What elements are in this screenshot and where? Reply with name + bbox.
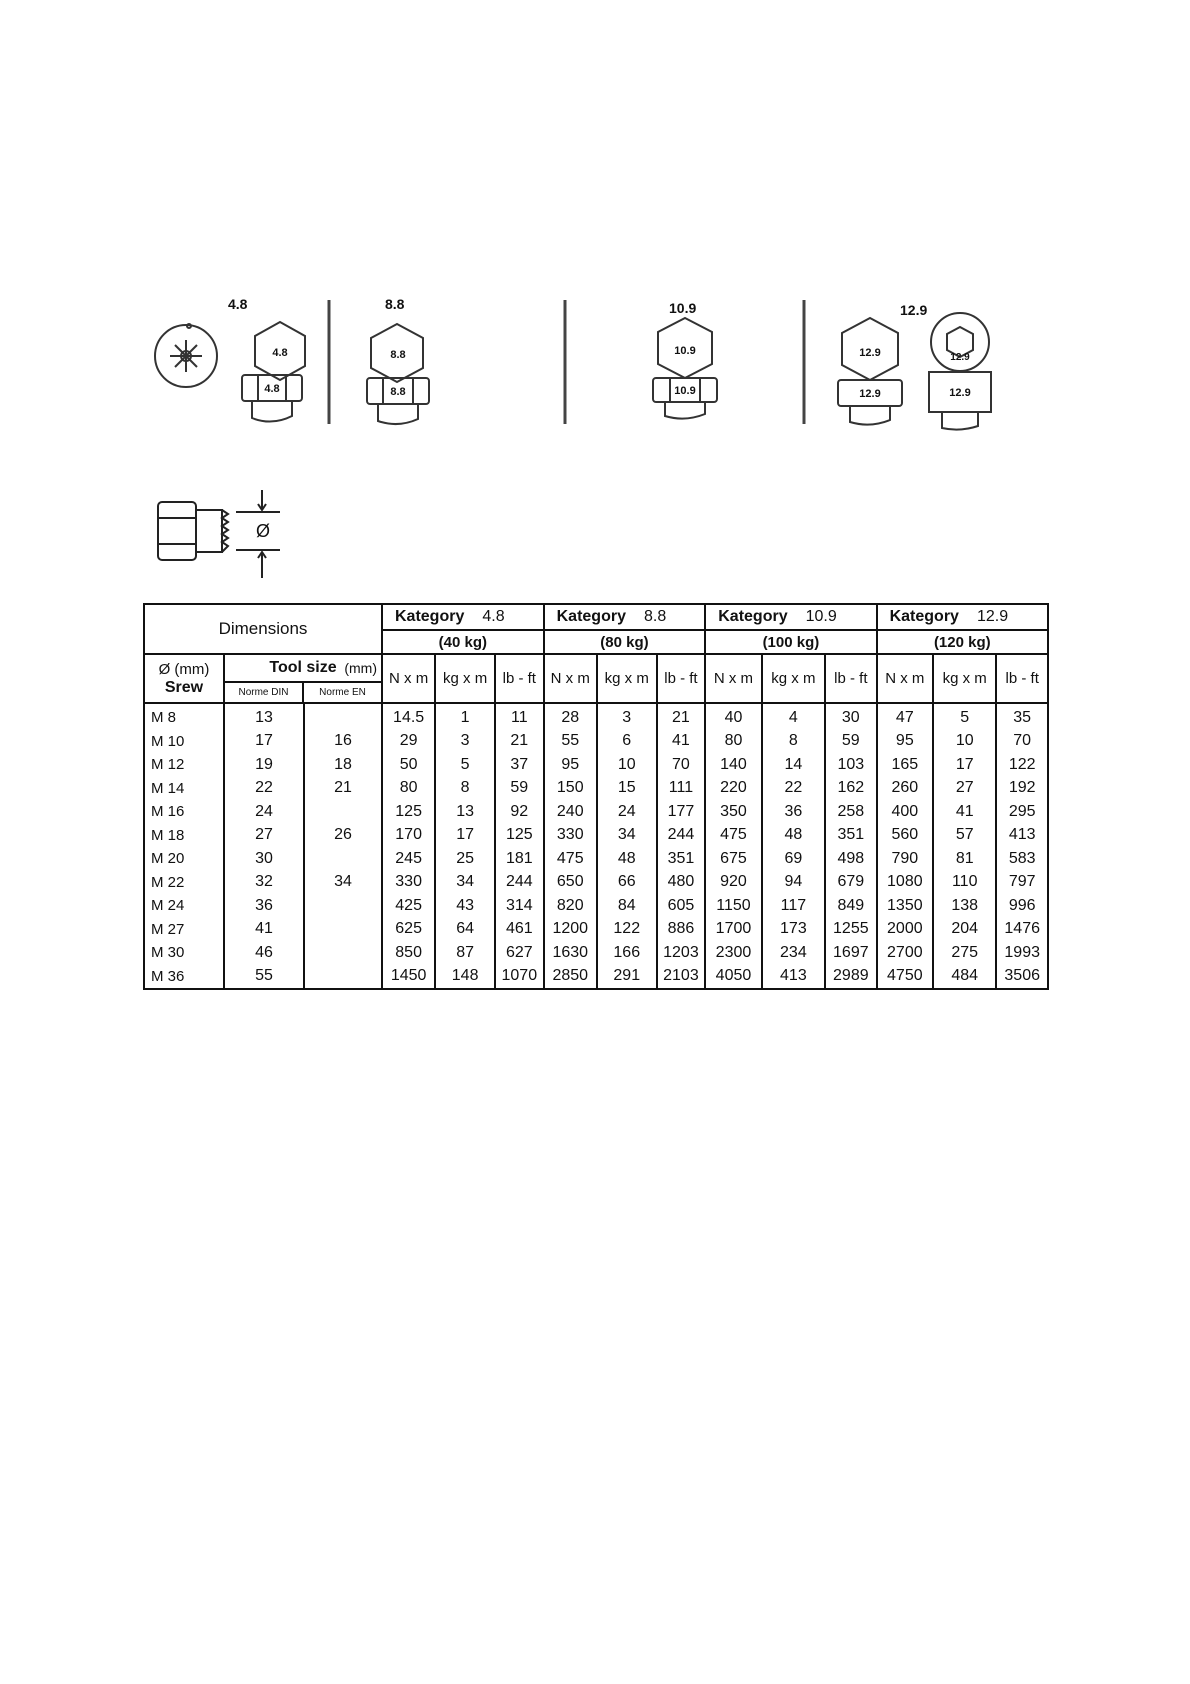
torque-value-cell: 47 <box>877 703 933 730</box>
torque-value-cell: 461 <box>495 918 544 942</box>
torque-value-cell: 484 <box>933 965 996 990</box>
torque-value-cell: 81 <box>933 847 996 871</box>
hex-bolt-side-12-9-icon <box>838 380 902 425</box>
torque-value-cell: 111 <box>657 777 706 801</box>
torque-value-cell: 351 <box>657 847 706 871</box>
socket-side-mark-12-9: 12.9 <box>949 387 971 399</box>
table-row <box>144 871 1048 895</box>
grade-label-10-9: 10.9 <box>669 300 697 316</box>
torque-value-cell: 475 <box>705 824 761 848</box>
screw-size-cell: M 22 <box>144 871 224 895</box>
torque-value-cell: 3506 <box>996 965 1048 990</box>
torque-value-cell: 996 <box>996 894 1048 918</box>
torque-value-cell: 679 <box>825 871 877 895</box>
grade-label-8-8: 8.8 <box>385 296 405 312</box>
torque-value-cell: 59 <box>495 777 544 801</box>
torque-value-cell: 50 <box>382 753 435 777</box>
torque-value-cell: 4750 <box>877 965 933 990</box>
screw-size-cell: M 12 <box>144 753 224 777</box>
table-row <box>144 894 1048 918</box>
torque-value-cell: 177 <box>657 800 706 824</box>
grade-label-12-9: 12.9 <box>900 302 928 318</box>
unit-header-row <box>144 654 1048 703</box>
torque-value-cell: 4 <box>762 703 825 730</box>
torque-value-cell: 220 <box>705 777 761 801</box>
torque-value-cell: 1255 <box>825 918 877 942</box>
head-mark-8-8: 8.8 <box>390 349 406 361</box>
hex-bolt-side-4-8-icon <box>242 375 302 422</box>
pozidriv-screw-head-icon <box>155 324 217 387</box>
screw-diameter-header <box>144 654 224 703</box>
torque-value-cell: 351 <box>825 824 877 848</box>
torque-value-cell: 2700 <box>877 941 933 965</box>
torque-value-cell: 330 <box>544 824 597 848</box>
category-header-10-9: Kategory 10.9 <box>705 604 876 630</box>
torque-value-cell: 17 <box>933 753 996 777</box>
norme-en-cell: 21 <box>304 777 382 801</box>
torque-value-cell: 14.5 <box>382 703 435 730</box>
torque-value-cell: 291 <box>597 965 657 990</box>
torque-value-cell: 150 <box>544 777 597 801</box>
torque-value-cell: 27 <box>933 777 996 801</box>
torque-value-cell: 15 <box>597 777 657 801</box>
torque-value-cell: 48 <box>597 847 657 871</box>
torque-value-cell: 5 <box>435 753 495 777</box>
table-row <box>144 847 1048 871</box>
side-mark-4-8: 4.8 <box>264 383 280 395</box>
torque-value-cell: 820 <box>544 894 597 918</box>
torque-value-cell: 350 <box>705 800 761 824</box>
torque-value-cell: 8 <box>435 777 495 801</box>
torque-value-cell: 498 <box>825 847 877 871</box>
torque-value-cell: 122 <box>597 918 657 942</box>
norme-din-cell: 46 <box>224 941 304 965</box>
unit-header: kg x m <box>933 654 996 703</box>
torque-value-cell: 21 <box>657 703 706 730</box>
torque-value-cell: 37 <box>495 753 544 777</box>
torque-value-cell: 10 <box>597 753 657 777</box>
torque-table-body <box>144 703 1048 989</box>
torque-value-cell: 2300 <box>705 941 761 965</box>
norme-din-cell: 55 <box>224 965 304 990</box>
norme-en-cell: 26 <box>304 824 382 848</box>
torque-value-cell: 41 <box>933 800 996 824</box>
norme-din-cell: 27 <box>224 824 304 848</box>
torque-value-cell: 170 <box>382 824 435 848</box>
torque-value-cell: 84 <box>597 894 657 918</box>
torque-value-cell: 17 <box>435 824 495 848</box>
torque-value-cell: 2103 <box>657 965 706 990</box>
torque-value-cell: 70 <box>657 753 706 777</box>
unit-header: N x m <box>877 654 933 703</box>
norme-din-cell: 41 <box>224 918 304 942</box>
norme-en-cell <box>304 847 382 871</box>
torque-value-cell: 162 <box>825 777 877 801</box>
torque-value-cell: 3 <box>597 703 657 730</box>
torque-value-cell: 13 <box>435 800 495 824</box>
torque-value-cell: 21 <box>495 730 544 754</box>
screw-size-cell: M 10 <box>144 730 224 754</box>
torque-value-cell: 560 <box>877 824 933 848</box>
torque-value-cell: 1203 <box>657 941 706 965</box>
torque-value-cell: 92 <box>495 800 544 824</box>
torque-value-cell: 125 <box>495 824 544 848</box>
socket-mark-12-9: 12.9 <box>950 352 970 363</box>
torque-value-cell: 36 <box>762 800 825 824</box>
torque-value-cell: 295 <box>996 800 1048 824</box>
side-mark-12-9: 12.9 <box>859 388 881 400</box>
torque-value-cell: 43 <box>435 894 495 918</box>
srew-label: Srew <box>164 678 204 696</box>
torque-value-cell: 260 <box>877 777 933 801</box>
head-mark-12-9: 12.9 <box>859 347 881 359</box>
category-header-4-8: Kategory 4.8 <box>382 604 544 630</box>
norme-en-header: Norme EN <box>319 687 366 698</box>
table-row <box>144 918 1048 942</box>
torque-value-cell: 1150 <box>705 894 761 918</box>
torque-value-cell: 122 <box>996 753 1048 777</box>
category-weight-8-8: (80 kg) <box>544 630 706 654</box>
norme-din-cell: 19 <box>224 753 304 777</box>
torque-value-cell: 14 <box>762 753 825 777</box>
screw-size-cell: M 14 <box>144 777 224 801</box>
torque-value-cell: 244 <box>495 871 544 895</box>
unit-header: kg x m <box>435 654 495 703</box>
table-row <box>144 730 1048 754</box>
torque-value-cell: 48 <box>762 824 825 848</box>
torque-value-cell: 1476 <box>996 918 1048 942</box>
torque-value-cell: 25 <box>435 847 495 871</box>
screw-size-cell: M 20 <box>144 847 224 871</box>
torque-value-cell: 30 <box>825 703 877 730</box>
screw-size-cell: M 36 <box>144 965 224 990</box>
torque-value-cell: 627 <box>495 941 544 965</box>
screw-size-cell: M 8 <box>144 703 224 730</box>
torque-value-cell: 245 <box>382 847 435 871</box>
torque-value-cell: 1200 <box>544 918 597 942</box>
category-header-12-9: Kategory 12.9 <box>877 604 1048 630</box>
norme-en-cell <box>304 703 382 730</box>
torque-value-cell: 138 <box>933 894 996 918</box>
category-header-8-8: Kategory 8.8 <box>544 604 706 630</box>
torque-value-cell: 28 <box>544 703 597 730</box>
torque-value-cell: 400 <box>877 800 933 824</box>
norme-din-cell: 36 <box>224 894 304 918</box>
unit-header: lb - ft <box>825 654 877 703</box>
torque-value-cell: 204 <box>933 918 996 942</box>
torque-table <box>143 603 1049 990</box>
torque-value-cell: 4050 <box>705 965 761 990</box>
torque-value-cell: 1630 <box>544 941 597 965</box>
torque-value-cell: 110 <box>933 871 996 895</box>
torque-value-cell: 80 <box>382 777 435 801</box>
torque-value-cell: 920 <box>705 871 761 895</box>
screw-size-cell: M 18 <box>144 824 224 848</box>
torque-value-cell: 140 <box>705 753 761 777</box>
norme-din-header: Norme DIN <box>225 683 304 702</box>
torque-value-cell: 330 <box>382 871 435 895</box>
table-row <box>144 941 1048 965</box>
torque-value-cell: 480 <box>657 871 706 895</box>
torque-value-cell: 64 <box>435 918 495 942</box>
bolt-diameter-diagram <box>150 490 290 585</box>
torque-value-cell: 625 <box>382 918 435 942</box>
torque-value-cell: 605 <box>657 894 706 918</box>
head-mark-10-9: 10.9 <box>674 345 696 357</box>
torque-value-cell: 1993 <box>996 941 1048 965</box>
torque-value-cell: 117 <box>762 894 825 918</box>
table-row <box>144 753 1048 777</box>
unit-header: kg x m <box>597 654 657 703</box>
torque-value-cell: 244 <box>657 824 706 848</box>
torque-value-cell: 166 <box>597 941 657 965</box>
torque-value-cell: 22 <box>762 777 825 801</box>
torque-value-cell: 173 <box>762 918 825 942</box>
screw-size-cell: M 24 <box>144 894 224 918</box>
torque-value-cell: 583 <box>996 847 1048 871</box>
torque-value-cell: 95 <box>877 730 933 754</box>
torque-value-cell: 11 <box>495 703 544 730</box>
torque-value-cell: 850 <box>382 941 435 965</box>
head-mark-4-8: 4.8 <box>272 347 288 359</box>
norme-en-cell <box>304 941 382 965</box>
torque-value-cell: 34 <box>435 871 495 895</box>
unit-header: N x m <box>382 654 435 703</box>
torque-value-cell: 675 <box>705 847 761 871</box>
torque-value-cell: 240 <box>544 800 597 824</box>
unit-header: N x m <box>544 654 597 703</box>
torque-value-cell: 790 <box>877 847 933 871</box>
norme-din-cell: 13 <box>224 703 304 730</box>
norme-din-cell: 17 <box>224 730 304 754</box>
torque-value-cell: 6 <box>597 730 657 754</box>
torque-value-cell: 125 <box>382 800 435 824</box>
torque-value-cell: 5 <box>933 703 996 730</box>
table-row <box>144 965 1048 990</box>
torque-value-cell: 3 <box>435 730 495 754</box>
torque-value-cell: 425 <box>382 894 435 918</box>
torque-value-cell: 55 <box>544 730 597 754</box>
torque-value-cell: 66 <box>597 871 657 895</box>
unit-header: lb - ft <box>657 654 706 703</box>
norme-en-cell <box>304 965 382 990</box>
torque-value-cell: 1700 <box>705 918 761 942</box>
torque-value-cell: 59 <box>825 730 877 754</box>
table-row <box>144 703 1048 730</box>
torque-value-cell: 41 <box>657 730 706 754</box>
norme-din-cell: 32 <box>224 871 304 895</box>
table-row <box>144 800 1048 824</box>
norme-en-cell <box>304 800 382 824</box>
screw-size-cell: M 16 <box>144 800 224 824</box>
category-weight-4-8: (40 kg) <box>382 630 544 654</box>
torque-value-cell: 40 <box>705 703 761 730</box>
norme-en-cell: 16 <box>304 730 382 754</box>
torque-value-cell: 234 <box>762 941 825 965</box>
torque-value-cell: 95 <box>544 753 597 777</box>
torque-value-cell: 94 <box>762 871 825 895</box>
diameter-label: Ø (mm) <box>158 660 210 678</box>
side-mark-8-8: 8.8 <box>390 386 406 398</box>
torque-value-cell: 103 <box>825 753 877 777</box>
torque-value-cell: 87 <box>435 941 495 965</box>
side-mark-10-9: 10.9 <box>674 385 696 397</box>
torque-value-cell: 80 <box>705 730 761 754</box>
hex-bolt-side-8-8-icon <box>367 378 429 424</box>
torque-value-cell: 34 <box>597 824 657 848</box>
torque-value-cell: 57 <box>933 824 996 848</box>
torque-value-cell: 35 <box>996 703 1048 730</box>
norme-din-cell: 22 <box>224 777 304 801</box>
norme-din-cell: 30 <box>224 847 304 871</box>
tool-size-unit: (mm) <box>344 660 377 676</box>
norme-en-cell: 34 <box>304 871 382 895</box>
bolt-grade-illustrations <box>140 296 1060 460</box>
grade-label-4-8: 4.8 <box>228 296 248 312</box>
torque-value-cell: 314 <box>495 894 544 918</box>
torque-value-cell: 1697 <box>825 941 877 965</box>
torque-value-cell: 165 <box>877 753 933 777</box>
unit-header: lb - ft <box>495 654 544 703</box>
unit-header: N x m <box>705 654 761 703</box>
bolt-diameter-icon <box>150 490 290 580</box>
norme-en-cell <box>304 894 382 918</box>
torque-value-cell: 29 <box>382 730 435 754</box>
torque-value-cell: 2000 <box>877 918 933 942</box>
torque-value-cell: 24 <box>597 800 657 824</box>
tool-size-label: Tool size <box>269 659 337 676</box>
norme-en-cell: 18 <box>304 753 382 777</box>
torque-value-cell: 2850 <box>544 965 597 990</box>
diameter-symbol: Ø <box>255 521 271 541</box>
torque-value-cell: 148 <box>435 965 495 990</box>
table-row <box>144 824 1048 848</box>
socket-cap-screw-side-12-9-icon <box>929 372 991 430</box>
torque-value-cell: 1450 <box>382 965 435 990</box>
norme-en-cell <box>304 918 382 942</box>
unit-header: kg x m <box>762 654 825 703</box>
torque-value-cell: 886 <box>657 918 706 942</box>
torque-value-cell: 192 <box>996 777 1048 801</box>
torque-value-cell: 181 <box>495 847 544 871</box>
torque-value-cell: 2989 <box>825 965 877 990</box>
bolt-drawings <box>140 300 1060 460</box>
torque-value-cell: 1080 <box>877 871 933 895</box>
torque-value-cell: 413 <box>996 824 1048 848</box>
torque-value-cell: 10 <box>933 730 996 754</box>
torque-value-cell: 797 <box>996 871 1048 895</box>
torque-value-cell: 1 <box>435 703 495 730</box>
unit-header: lb - ft <box>996 654 1048 703</box>
torque-value-cell: 69 <box>762 847 825 871</box>
torque-value-cell: 413 <box>762 965 825 990</box>
torque-value-cell: 475 <box>544 847 597 871</box>
torque-value-cell: 70 <box>996 730 1048 754</box>
torque-value-cell: 258 <box>825 800 877 824</box>
torque-value-cell: 849 <box>825 894 877 918</box>
screw-size-cell: M 27 <box>144 918 224 942</box>
category-weight-12-9: (120 kg) <box>877 630 1048 654</box>
category-weight-10-9: (100 kg) <box>705 630 876 654</box>
torque-value-cell: 1350 <box>877 894 933 918</box>
screw-size-cell: M 30 <box>144 941 224 965</box>
torque-value-cell: 650 <box>544 871 597 895</box>
torque-value-cell: 8 <box>762 730 825 754</box>
torque-value-cell: 275 <box>933 941 996 965</box>
dimensions-header: Dimensions <box>144 604 382 654</box>
norme-din-cell: 24 <box>224 800 304 824</box>
tool-size-header <box>224 654 382 703</box>
torque-value-cell: 1070 <box>495 965 544 990</box>
table-row <box>144 777 1048 801</box>
